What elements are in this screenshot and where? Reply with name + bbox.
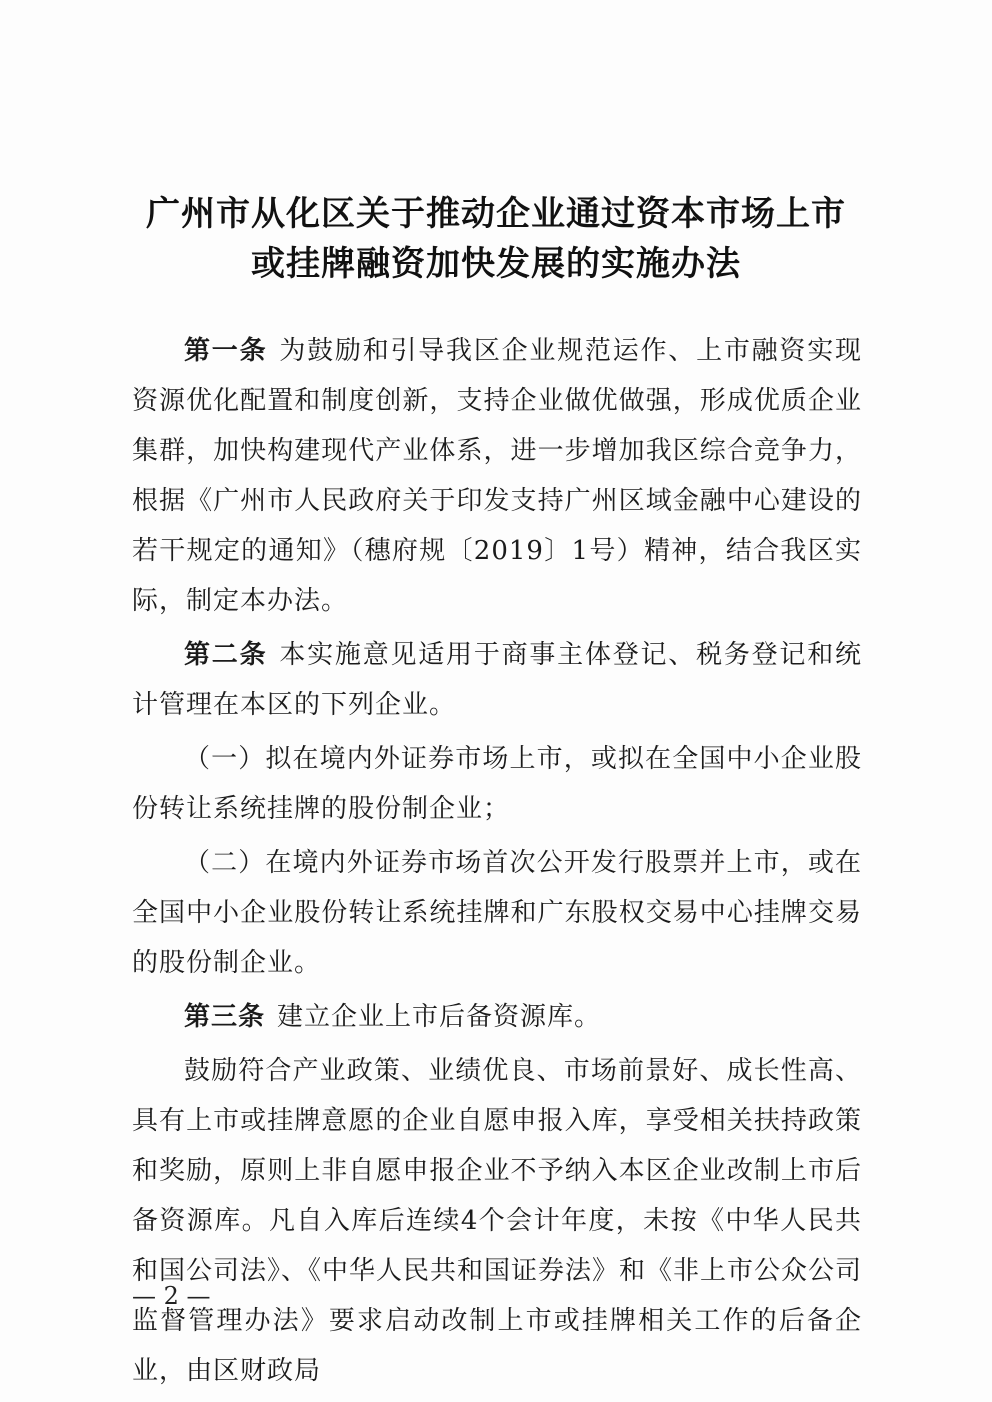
article-text: （二）在境内外证券市场首次公开发行股票并上市，或在全国中小企业股份转让系统挂牌和广东股权交易中心挂牌交易的股份制企业。	[132, 848, 862, 978]
article-2	[132, 630, 862, 730]
article-3-detail	[132, 1046, 862, 1396]
article-heading: 第三条	[184, 1002, 266, 1032]
article-text: （一）拟在境内外证券市场上市，或拟在全国中小企业股份转让系统挂牌的股份制企业；	[132, 744, 862, 824]
article-heading: 第二条	[184, 640, 268, 670]
article-heading: 第一条	[184, 336, 268, 366]
article-text: 为鼓励和引导我区企业规范运作、上市融资实现资源优化配置和制度创新，支持企业做优做强，形成优质企业集群，加快构建现代产业体系，进一步增加我区综合竞争力，根据《广州市人民政府关于印发支持广州区域金融中心建设的若干规定的通知》（穗府规〔2019〕1号）精神，结合我区实际，制定本办法。	[132, 336, 862, 616]
document-title-line-1: 广州市从化区关于推动企业通过资本市场上市	[146, 194, 846, 234]
document-title-line-2: 或挂牌融资加快发展的实施办法	[251, 244, 741, 284]
document-body	[132, 326, 862, 1400]
article-text: 鼓励符合产业政策、业绩优良、市场前景好、成长性高、具有上市或挂牌意愿的企业自愿申报入库，享受相关扶持政策和奖励，原则上非自愿申报企业不予纳入本区企业改制上市后备资源库。凡自入库后连续4个会计年度，未按《中华人民共和国公司法》、《中华人民共和国证券法》和《非上市公众公司监督管理办法》要求启动改制上市或挂牌相关工作的后备企业，由区财政局	[132, 1056, 863, 1386]
article-text: 建立企业上市后备资源库。	[277, 1002, 602, 1032]
article-1	[132, 326, 862, 626]
article-3	[132, 992, 862, 1042]
article-2-item-2	[132, 838, 862, 988]
article-2-item-1	[132, 734, 862, 834]
page-number: — 2 —	[132, 1282, 211, 1310]
article-text: 本实施意见适用于商事主体登记、税务登记和统计管理在本区的下列企业。	[132, 640, 862, 720]
